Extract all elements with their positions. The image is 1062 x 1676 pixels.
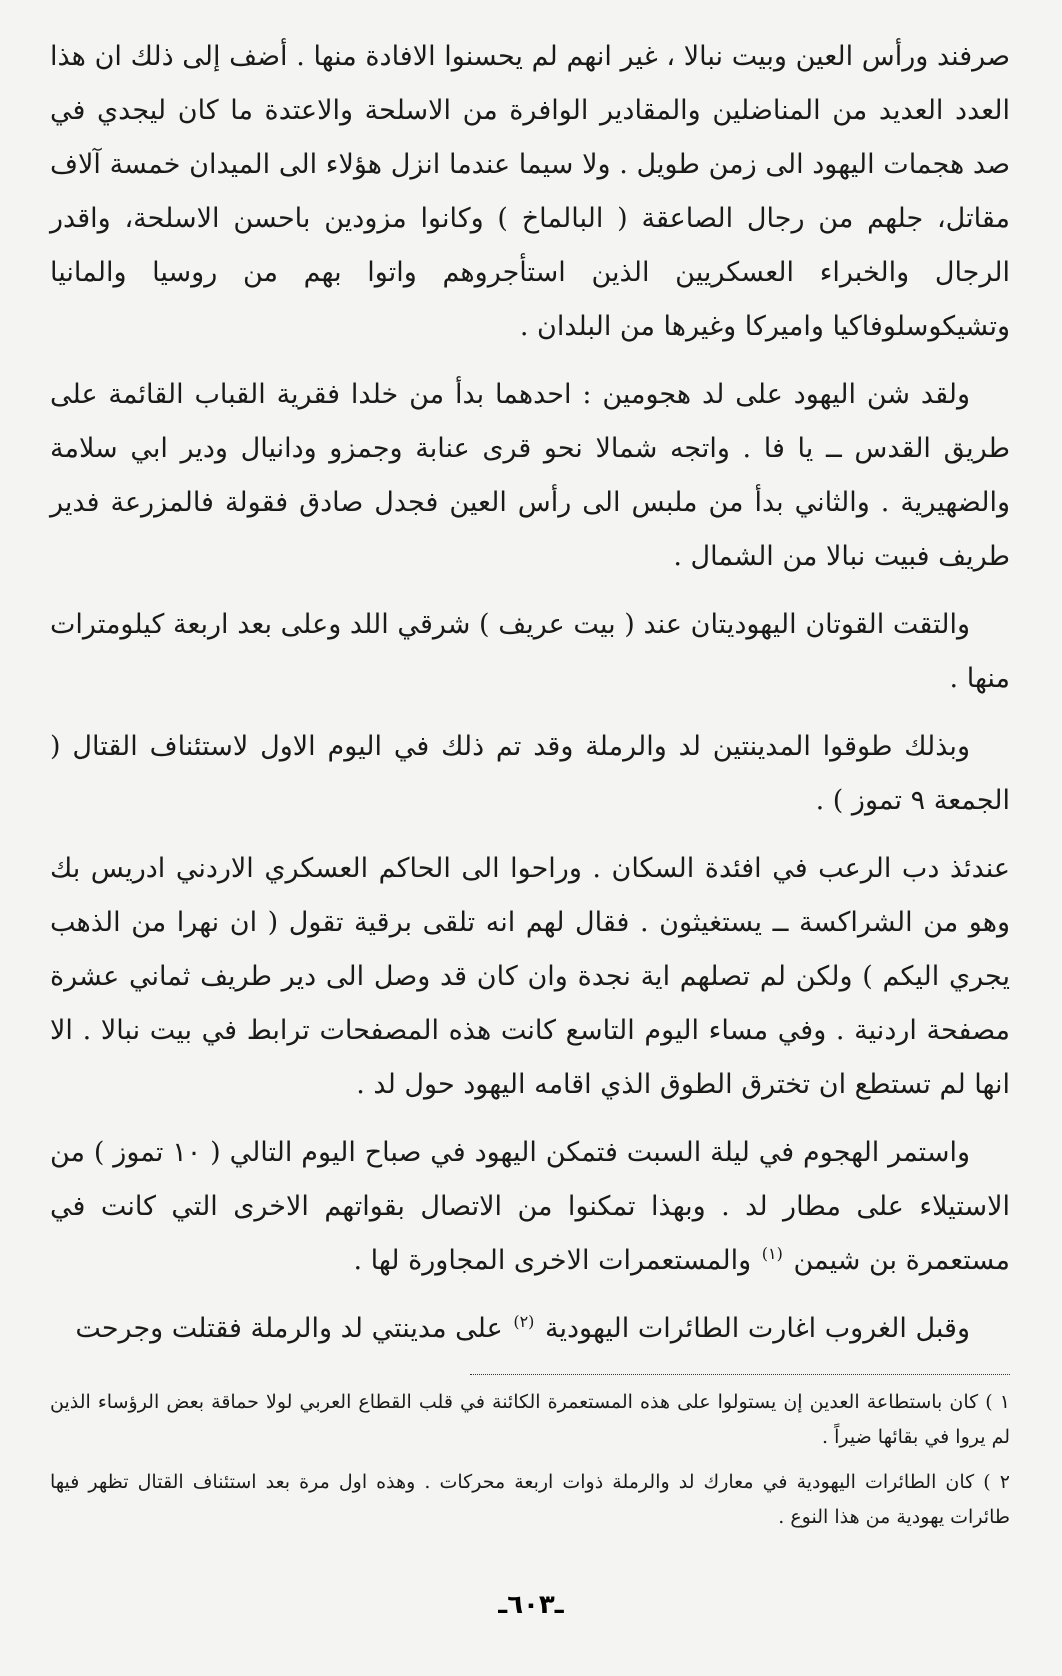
footnote-ref-1: (١) bbox=[761, 1244, 783, 1263]
paragraph-7-text-a: وقبل الغروب اغارت الطائرات اليهودية bbox=[545, 1313, 970, 1344]
paragraph-6 bbox=[50, 1126, 1010, 1288]
paragraph-2: ولقد شن اليهود على لد هجومين : احدهما بدأ من خلدا فقرية القباب القائمة على طريق القدس ــ يا فا . واتجه شمالا نحو قرى عنابة وجمزو ودانيال ودير ابي سلامة والضهيرية . والثاني بدأ من ملبس الى رأس العين فجدل صادق فقولة فالمزرعة فدير طريف فبيت نبالا من الشمال . bbox=[50, 379, 1010, 572]
paragraph-6-text-a: واستمر الهجوم في ليلة السبت فتمكن اليهود في صباح اليوم التالي ( ١٠ تموز ) من الاستيلاء على مطار لد . وبهذا تمكنوا من الاتصال بقواتهم الاخرى التي كانت في مستعمرة بن شيمن bbox=[50, 1137, 1010, 1276]
footnote-divider bbox=[470, 1374, 1010, 1375]
page-number: ـ٦٠٣ـ bbox=[498, 1590, 564, 1620]
paragraph-7 bbox=[50, 1302, 1010, 1356]
footnote-2: ٢ ) كان الطائرات اليهودية في معارك لد والرملة ذوات اربعة محركات . وهذه اول مرة بعد استئناف القتال تظهر فيها طائرات يهودية من هذا النوع . bbox=[50, 1471, 1010, 1528]
main-text bbox=[50, 30, 1010, 1356]
paragraph-5: عندئذ دب الرعب في افئدة السكان . وراحوا الى الحاكم العسكري الاردني ادريس بك وهو من الشراكسة ــ يستغيثون . فقال لهم انه تلقى برقية تقول ( ان نهرا من الذهب يجري اليكم ) ولكن لم تصلهم اية نجدة وان كان قد وصل الى دير طريف ثماني عشرة مصفحة اردنية . وفي مساء اليوم التاسع كانت هذه المصفحات ترابط في بيت نبالا . الا انها لم تستطع ان تخترق الطوق الذي اقامه اليهود حول لد . bbox=[50, 853, 1010, 1100]
paragraph-3: والتقت القوتان اليهوديتان عند ( بيت عريف ) شرقي اللد وعلى بعد اربعة كيلومترات منها . bbox=[50, 609, 1010, 694]
paragraph-7-text-b: على مدينتي لد والرملة فقتلت وجرحت bbox=[75, 1313, 503, 1344]
footnotes bbox=[50, 1385, 1010, 1535]
paragraph-6-text-b: والمستعمرات الاخرى المجاورة لها . bbox=[353, 1245, 752, 1276]
footnote-1: ١ ) كان باستطاعة العدين إن يستولوا على هذه المستعمرة الكائنة في قلب القطاع العربي لولا حماقة بعض الرؤساء الذين لم يروا في بقائها ضيراً . bbox=[50, 1391, 1010, 1448]
footnote-ref-2: (٢) bbox=[513, 1312, 535, 1331]
paragraph-4: وبذلك طوقوا المدينتين لد والرملة وقد تم ذلك في اليوم الاول لاستئناف القتال ( الجمعة ٩ تموز ) . bbox=[50, 731, 1010, 816]
paragraph-1: صرفند ورأس العين وبيت نبالا ، غير انهم لم يحسنوا الافادة منها . أضف إلى ذلك ان هذا العدد العديد من المناضلين والمقادير الوافرة من الاسلحة والاعتدة ما كان ليجدي في صد هجمات اليهود الى زمن طويل . ولا سيما عندما انزل هؤلاء الى الميدان خمسة آلاف مقاتل، جلهم من رجال الصاعقة ( البالماخ ) وكانوا مزودين باحسن الاسلحة، واقدر الرجال والخبراء العسكريين الذين استأجروهم واتوا بهم من روسيا والمانيا وتشيكوسلوفاكيا واميركا وغيرها من البلدان . bbox=[50, 41, 1011, 342]
